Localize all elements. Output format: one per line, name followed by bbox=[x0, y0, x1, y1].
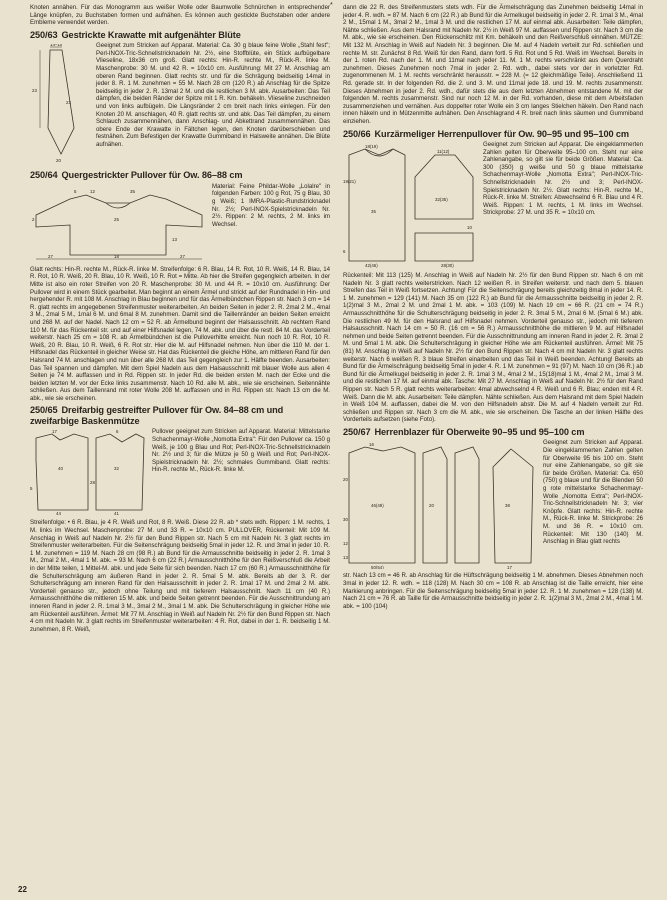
blazer-dim-b: 20 bbox=[343, 477, 348, 483]
section-title-250-66: 250/66 Kurzärmeliger Herrenpullover für Ow. 90–95 und 95–100 cm bbox=[343, 128, 629, 139]
section-250-65-header bbox=[30, 428, 330, 519]
sweater-64-dim-h: 2 bbox=[32, 216, 35, 222]
sweater-65-diagram bbox=[30, 430, 148, 516]
left-intro: Knoten annähen. Für das Monogramm aus weißer Wolle oder Baumwolle Schnürchen in entsprechender Länge knüpfen, zu Buchstaben formen und aufnähen. Es können auch gestickte Buchstaben oder andere Embleme verwendet werden. bbox=[30, 4, 330, 27]
blazer-dim-c: 30 bbox=[343, 517, 348, 523]
sweater-64-dim-i: 35 bbox=[130, 188, 135, 194]
tie-pattern-diagram bbox=[30, 44, 92, 164]
sweater-64-dim-b: 18 bbox=[114, 253, 119, 259]
sweater-65-dim-c: 40 bbox=[58, 466, 63, 472]
right-column bbox=[343, 4, 643, 611]
section-250-64-material: Material: Feine Phildar-Wolle „Lolalre" in folgenden Farben: 100 g Rot, 75 g Blau, 30 g Weiß; 1 IMRA-Plastic-Rundstricknadel Nr. 2½; Perl-INOX-Spielstricknadeln Nr. 2½. Rippen: 2 M. rechts, 2 M. links im Wechsel. bbox=[212, 182, 330, 228]
sweater-64-dim-c: 27 bbox=[180, 253, 185, 259]
right-intro: dann die 22 R. des Streifenmusters stets wdh. Für die Ärmelschrägung das Zunehmen beidseitig 14mal in jeder 4. R. wdh. = 87 M. Nach 6 cm (22 R.) ab Bund für die Armelkugel beidseitig in jeder 2. R. 1mal 3 M., 4mal 2 M., 15mal 1 M., 3mal 2 M., 1mal 3 M. und die restlichen 17 M. auf einmal abk. Ausarbeiten: Teile dämpfen, Nähte schließen. Aus dem Halsrand mit Nadeln Nr. 2½ in Weiß 97 M. auffassen und Rippen str. Nach 3 cm die M. abk., wie sie erscheinen. Den Rückenschlitz mit Km. behäkeln und den Reißverschluß einnähen. MÜTZE: Mit 132 M. Anschlag in Weiß auf Nadeln Nr. 3 beginnen. Die M. auf 4 Nadeln verteilt zur Rd. schließen und rechte M. str. Zunächst 8 Rd. Weiß für den Rand, dann fortl. 5 Rd. Rot und 5 Rd. Weiß im Wechsel. Bereits in der 1. roten Rd. nach der 1. M. und 11mal nach jeder 11. M. 1 M. rechts verschränkt aus dem Querdraht zunehmen. Dieses Zunehmen noch 7mal in jeder 2. Rd. wdh., dabei stets vor der in vorletzter Rd. zugenommenen M. 1 M. rechts verschränkt herausstr. = 228 M. (= 12 gleichmäßige Teile). Anschließend 11 Rd. gerade str. In der folgenden Rd. die 2. und 3. M. und 11mal jede 18. und 19. M. rechts zusammenstr. Dieses Abnehmen in jeder 2. Rd. wdh., dafür stets die aus dem letzten Abnehmen entstandene M. mit der folgenden M. rechts zusammenstr. Sind nur noch 12 M. in der Rd. vorhanden, diese mit dem Arbeitsfaden zusammenziehen und vernähen. Aus doppelter roter Wolle ein 3 cm langes Stielchen häkeln. Den Rand nach innen häkeln und in Mützenmitte aufnähen. Den Anschlagrand 4 R. breit nach links säumen und Gummiband einziehen. bbox=[343, 4, 643, 125]
tie-dim-left: 23 bbox=[32, 88, 37, 94]
sweater-65-dim-h: 5 bbox=[30, 486, 33, 492]
blazer-dim-a: 16 bbox=[369, 442, 374, 448]
sweater-64-dim-e: 12 bbox=[90, 188, 95, 194]
sweater-66-dim-f: 11(12) bbox=[437, 149, 450, 154]
section-250-63-text: Geeignet zum Stricken auf Apparat. Material: Ca. 30 g blaue feine Wolle „Stahl fest"; Perl-INOX-Tric-Schnellstricknadeln Nr. 2½, eine Stoffblüte, ein Stück aufbügelbare Vlieseline, 18x36 cm groß. Glatt rechts: Hin-R. rechte M., Rück-R. linke M. Maschenprobe: 30 M. und 42 R. = 10x10 cm. Ausführung: Mit 27 M. Anschlag am oberen Rand beginnen. Glatt rechts str. und für die Schrägung beidseitig 14mal in jeder 8. R. 1 M. zunehmen = 55 M. Nach 28 cm (120 R.) ab Anschlag für die Spitze beidseitig in jeder 2. R. 13mal 2 M. und die restlichen 3 M. abk. Ausarbeiten: Das Teil dämpfen, die beiden Ränder der Spitze mit 1 R. Km. behäkeln. Vlieseline zuschneiden und von links aufbügeln. Die Längsränder 2 cm breit nach links einlegen. Für den Knoten 20 M. anschlagen, 40 R. glatt rechts str. und abk. Das Teil dämpfen, zu einem Schlauch zusammennähen, dann Anschlag- und Abkettrand zusammennähen. Das obere Ende der Krawatte in Fältchen legen, den Knoten darüberschieben und festnähen. Zum Befestigen der Krawatte Gummiband in Halsweite annähen. Die Blüte aufnähen. bbox=[96, 42, 330, 148]
sweater-64-dim-g: 13 bbox=[172, 236, 177, 242]
blazer-diagram bbox=[343, 441, 539, 569]
sweater-66-dim-d: 6 bbox=[343, 249, 346, 254]
sweater-64-dim-a: 27 bbox=[48, 253, 53, 259]
page-number: 22 bbox=[18, 885, 27, 894]
section-250-67-material: Geeignet zum Stricken auf Apparat. Die eingeklammerten Zahlen gelten für Oberweite 95 bis 100 cm. Steht nur eine Zahlenangabe, so gilt sie für beide Größen. Material: Ca. 650 (750) g blaue und für die Blenden 50 g rote mittelstarke Schachenmayr-Wolle „Nomotta Extra"; Perl-INOX-Tric-Schnellstricknadeln Nr. 3; vier Knöpfe. Glatt rechts: Hin-R. rechte M., Rück-R. linke M. Strickprobe: 26 M. und 36 R. = 10x10 cm. Rückenteil: Mit 130 (140) M. Anschlag in Blau glatt rechts bbox=[543, 439, 643, 546]
blazer-dim-e: 13 bbox=[343, 555, 348, 561]
sweater-66-dim-i: 28(30) bbox=[441, 263, 454, 268]
blazer-dim-f: 50(54) bbox=[371, 565, 384, 570]
sweater-65-dim-g: 32 bbox=[114, 466, 119, 472]
sweater-64-diagram bbox=[30, 185, 208, 263]
section-250-66-header bbox=[343, 141, 643, 272]
blazer-dim-h: 20 bbox=[429, 503, 434, 509]
blazer-dim-j: 17 bbox=[507, 565, 512, 570]
sweater-64-dim-f: 25 bbox=[114, 216, 119, 222]
blazer-dim-g: 46(49) bbox=[371, 503, 384, 509]
top-mark: * bbox=[330, 2, 333, 9]
section-title-250-65: 250/65 Dreifarbig gestreifter Pullover für Ow. 84–88 cm und zweifarbige Baskenmütze bbox=[30, 405, 284, 426]
section-250-67-text: str. Nach 13 cm = 46 R. ab Anschlag für die Hüftschrägung beidseitig 1 M. abnehmen. Dieses Abnehmen noch 3mal in jeder 12. R. wdh. = 118 (128) M. Nach 30 cm = 108 R. ab Anschlag ist die Taille erreicht, hier eine Markierung anbringen. Für die Seitenschrägung beidseitig 5mal in jeder 12. R. 1 M. zunehmen = 128 (138) M. Nach 21 cm = 76 R. ab Taille für die Armausschnitte beidseitig in jeder 2. R. 1(2)mal 3 M., 2mal 2 M., 4mal 1 M. abk. = 100 (104) bbox=[343, 572, 643, 610]
sweater-65-dim-a: 17 bbox=[52, 430, 57, 435]
section-250-67-header bbox=[343, 439, 643, 572]
sweater-66-dim-h: 10 bbox=[467, 225, 472, 230]
tie-dim-top: 14–10 bbox=[50, 44, 63, 48]
sweater-66-dim-c: 35 bbox=[371, 209, 376, 214]
section-title-250-64: 250/64 Quergestrickter Pullover für Ow. 86–88 cm bbox=[30, 170, 243, 181]
tie-dim-mid: 23 bbox=[66, 100, 71, 106]
section-250-66-material: Geeignet zum Stricken auf Apparat. Die eingeklammerten Zahlen gelten für Oberweite 95–100 cm. Steht nur eine Zahlenangabe, so gilt sie für beide Größen. Material: Ca. 300 (350) g weiße und 50 g blaue mittelstarke Schachenmayr-Wolle „Nomotta Extra"; Perl-INOX-Tric-Schnellstricknadeln Nr. 2½ und 3; Perl-INOX-Spielstricknadeln Nr. 2½. Glatt rechts: Hin-R. rechte M., Rück-R. linke M. Streifen: Abwechselnd 6 R. Blau und 4 R. Weiß. Rippen: 1 M. rechts, 1 M. links im Wechsel. Strickprobe: 27 M. und 35 R. = 10x10 cm. bbox=[483, 141, 643, 217]
sweater-64-dim-d: 5 bbox=[74, 188, 77, 194]
left-column bbox=[30, 4, 330, 634]
section-250-66-text: Rückenteil: Mit 113 (125) M. Anschlag in Weiß auf Nadeln Nr. 2½ für den Bund Rippen str. Nach 6 cm mit Nadeln Nr. 3 glatt rechts weiterstricken. Nach 12 weißen R. in Streifen weiterstr. und nach dem 5. blauen Streifen das Teil in Weiß fortsetzen. Achtung! Für die Seitenschrägung bereits gleichzeitig 8mal in jeder 14. R. 1 M. zunehmen = 129 (141) M. Nach 35 cm (122 R.) ab Bund für die Armausschnitte beidseitig in jeder 2. R. 1(2)mal 3 M., 2mal 2 M. und 2mal 1 M. abk. = 103 (109) M. Nach 19 cm = 66 R. (21 cm = 74 R.) Armausschnitthöhe für die Schulterschrägung beidseitig in jeder 2. R. 3mal 5 M., 2mal 6 M. (5mal 6 M.) abk. Die restlichen 49 M. für den Halsrand auf Hilfsnadel nehmen. Vorderteil genauso str., jedoch mit tieferem Halsausschnitt. Nach 14 cm = 50 R. (16 cm = 56 R.) Armausschnitthöhe die mittleren 9 M. auf Hilfsnadel nehmen und beide Seiten getrennt beenden. Für die Ausschnittrundung am inneren Rand in jeder 2. R. 3mal 2 M. und 5mal 1 M. abk. Die Schulterschrägung in gleicher Höhe wie am Rückenteil ausführen. Ärmel: Mit 75 (81) M. Anschlag in Weiß auf Nadeln Nr. 2½ für den Bund Rippen str. Nach 4 cm mit Nadeln Nr. 3 glatt rechts weiterstr. Nach 6 weißen R. 3 blaue Streifen einarbeiten und das Teil in Weiß beenden. Achtung! Bereits ab Bund für die Ärmelschrägung beidseitig 5mal in jeder 4. R. 1 M. zunehmen = 91 (97) M. Nach 10 cm (36 R.) ab Bund für die Ärmelkugel beidseitig in jeder 2. R. 1mal 3 M., 4mal 2 M., 15(18)mal 1 M., 4mal 2 M., 1mal 3 M. und die restlichen 17 M. auf einmal abk. Tasche: Mit 27 M. Anschlag in Weiß auf Nadeln Nr. 2½ für den Rand Rippen str. Nach 5 R. glatt rechts weiterarbeiten: 4mal abwechselnd 4 R. Weiß und 6 R. Blau; enden mit 4 R. Weiß. Dann die M. abk. Ausarbeiten: Teile dämpfen. Nähte schließen. Aus dem Halsrand mit dem Spiel Nadeln in Weiß 104 M. auffassen, dabei die M. von den Hilfsnadeln abstr. Die M. auf 4 Nadeln verteilt zur Rd. schließen und Rippen str. Nach 3 cm die M. abk., wie sie erscheinen. Die Tasche an der linken Hälfte des Vorderteils aufsetzen (siehe Foto). bbox=[343, 272, 643, 424]
section-250-65-text: Streifenfolge: • 6 R. Blau, je 4 R. Weiß und Rot, 8 R. Weiß. Diese 22 R. ab * stets wdh. Rippen: 1 M. rechts, 1 M. links im Wechsel. Maschenprobe: 27 M. und 33 R. = 10x10 cm. PULLOVER, Rückenteil: Mit 109 M. Anschlag in Weiß auf Nadeln Nr. 2½ für den Bund Rippen str. Nach 5 cm mit Nadeln Nr. 3 glatt rechts im Streifenmuster weiterarbeiten. Für die Seitenschrägung beidseitig 5mal in jeder 12. R. und 3mal in jeder 10. R. 1 M. zunehmen = 119 M. Nach 28 cm (98 R.) ab Bund für die Armausschnitte beidseitig in jeder 2. R. 1mal 3 M., 2mal 2 M., 4mal 1 M. abk. = 93 M. Nach 6 cm (22 R.) Armausschnitthöhe für den Reißverschluß die Arbeit in der Mitte teilen, 1 Mittel-M. abk. und jede Seite für sich beenden. Nach 17 cm (60 R.) Armausschnitthöhe für die Schulterschrägung am äußeren Rand in jeder 2. R. 5mal 5 M. abk. Bereits ab der 3. R. der Schulterschrägung am inneren Rand für den Halsausschnitt in jeder 2. R. 1mal 17 M. und 2mal 2 M. abk. Vorderteil genauso str., jedoch ohne Teilung und mit tieferem Halsausschnitt. Nach 11 cm (40 R.) Armausschnitthöhe die mittleren 15 M. abk. und beide Seiten getrennt beenden. Für die Ausschnittrundung am inneren Rand in jeder 2. R. 1mal 3 M., 3mal 2 M., 3mal 1 M. abk. Die Schulterschrägung in gleicher Höhe wie am Rückenteil ausführen. Ärmel: Mit 77 M. Anschlag in Weiß auf Nadeln Nr. 2½ für den Bund Rippen str. Nach 4 cm mit Nadeln Nr. 3 glatt rechts im Streifenmuster weiterarbeiten: 4 R. Rot, dabei in der 1. R. beidseitig 1 M. zunehmen, 8 R. Weiß, bbox=[30, 519, 330, 633]
sweater-65-dim-b: 6 bbox=[116, 430, 119, 435]
tie-dim-bottom: 20 bbox=[56, 158, 61, 164]
section-250-64-header bbox=[30, 183, 330, 266]
sweater-66-dim-g: 32(35) bbox=[435, 197, 448, 202]
sweater-66-dim-a: 18(19) bbox=[365, 144, 378, 149]
sweater-66-diagram bbox=[343, 143, 479, 269]
blazer-dim-i: 38 bbox=[505, 503, 510, 509]
section-title-250-67: 250/67 Herrenblazer für Oberweite 90–95 und 95–100 cm bbox=[343, 426, 585, 437]
blazer-dim-d: 12 bbox=[343, 541, 348, 547]
sweater-65-dim-f: 41 bbox=[114, 511, 119, 517]
sweater-66-dim-e: 42(46) bbox=[365, 263, 378, 268]
section-250-63 bbox=[30, 42, 330, 167]
sweater-65-dim-e: 44 bbox=[56, 511, 61, 517]
sweater-65-dim-d: 28 bbox=[90, 480, 95, 486]
sweater-66-dim-b: 19(21) bbox=[343, 179, 356, 184]
section-250-65-material: Pullover geeignet zum Stricken auf Apparat. Material: Mittelstarke Schachenmayr-Wolle „Nomotta Extra": Für den Pullover ca. 150 g Weiß, je 100 g Blau und Rot; Perl-INOX-Tric-Schnellstricknadeln Nr. 2½ und 3; für die Mütze je 50 g Weiß und Rot; Perl-INOX-Spielstricknadeln Nr. 2½; schmales Gummiband. Glatt rechts: Hin-R. rechte M., Rück-R. linke M. bbox=[152, 428, 330, 474]
section-250-64-text: Glatt rechts: Hin-R. rechte M., Rück-R. linke M. Streifenfolge: 6 R. Blau, 14 R. Rot, 10 R. Weiß, 14 R. Blau, 14 R. Rot, 10 R. Weiß, 20 R. Blau, 10 R. Weiß, 10 R. Rot = Mitte. Ab hier die Streifen gegengleich arbeiten. In der Mitte ist also ein roter Streifen von 20 R. Maschenprobe: 30 M. und 44 R. = 10x10 cm. Ausführung: Der Pullover wird in einem Stück gearbeitet. Man beginnt an einem Ärmel und strickt auf der Rundnadel in Hin- und hergehender R. mit 108 M. Anschlag in Blau beginnen und für das Ärmelbündchen Rippen str. Nach 3 cm = 14 R. glatt rechts im angegebenen Streifenmuster weiterarbeiten. An beiden Seiten in jeder 2. R. 2mal 2 M., 4mal 3 M., 2mal 5 M., 1mal 6 M. und 6mal 8 M. zunehmen. Damit sind die Taillenränder an beiden Seiten erreicht und 268 M. auf der Nadel. Nach 12 cm = 52 R. ab Ärmelbund beginnt der Halsausschnitt. Ab rechtem Rand 110 M. für das Rückenteil str. und auf einer Hilfsnadel legen, 74 M. abk. und über die restl. 84 M. das Vorderteil weiterstr. Nach 25 cm = 108 R. ab Ärmelbündchen ist die Pulloverhitte erreicht. Nun noch 10 R. Rot, 10 R. Weiß, 20 R. Blau, 10 R. Weiß, 6 R. Rot str. Hier die M. auf Hilfsnadel nehmen. Nun über die 110 M. der 1. Hilfsnadel das Rückenteil in gleicher Weise str. Hat das Rückenteil die gleiche Höhe, am mittleren Rand für den Halsrand 74 M. anschlagen und nun über alle 268 M. das Teil gegengleich zur 1. Hälfte beenden. Ausarbeiten: Das Teil spannen und dämpfen. Mit dem Spiel Nadeln aus dem Halsausschnitt mit blauer Wolle aus allen 4 Seiten je 74 M. auffassen und in Rd. Rippen str. In jeder Rd. die beiden ersten M. nach der Ecke und die beiden letzten M. vor der Ecke links zusammenstr. Nach 10 Rd. alle M. abk., wie sie erscheinen. Seitennähte schließen. Aus dem Taillenrand mit roter Wolle 208 M. auffassen und in Rd. Rippen str. Nach 13 cm die M. abk., wie sie erscheinen. bbox=[30, 265, 330, 402]
section-title-250-63: 250/63 Gestrickte Krawatte mit aufgenähter Blüte bbox=[30, 29, 241, 40]
